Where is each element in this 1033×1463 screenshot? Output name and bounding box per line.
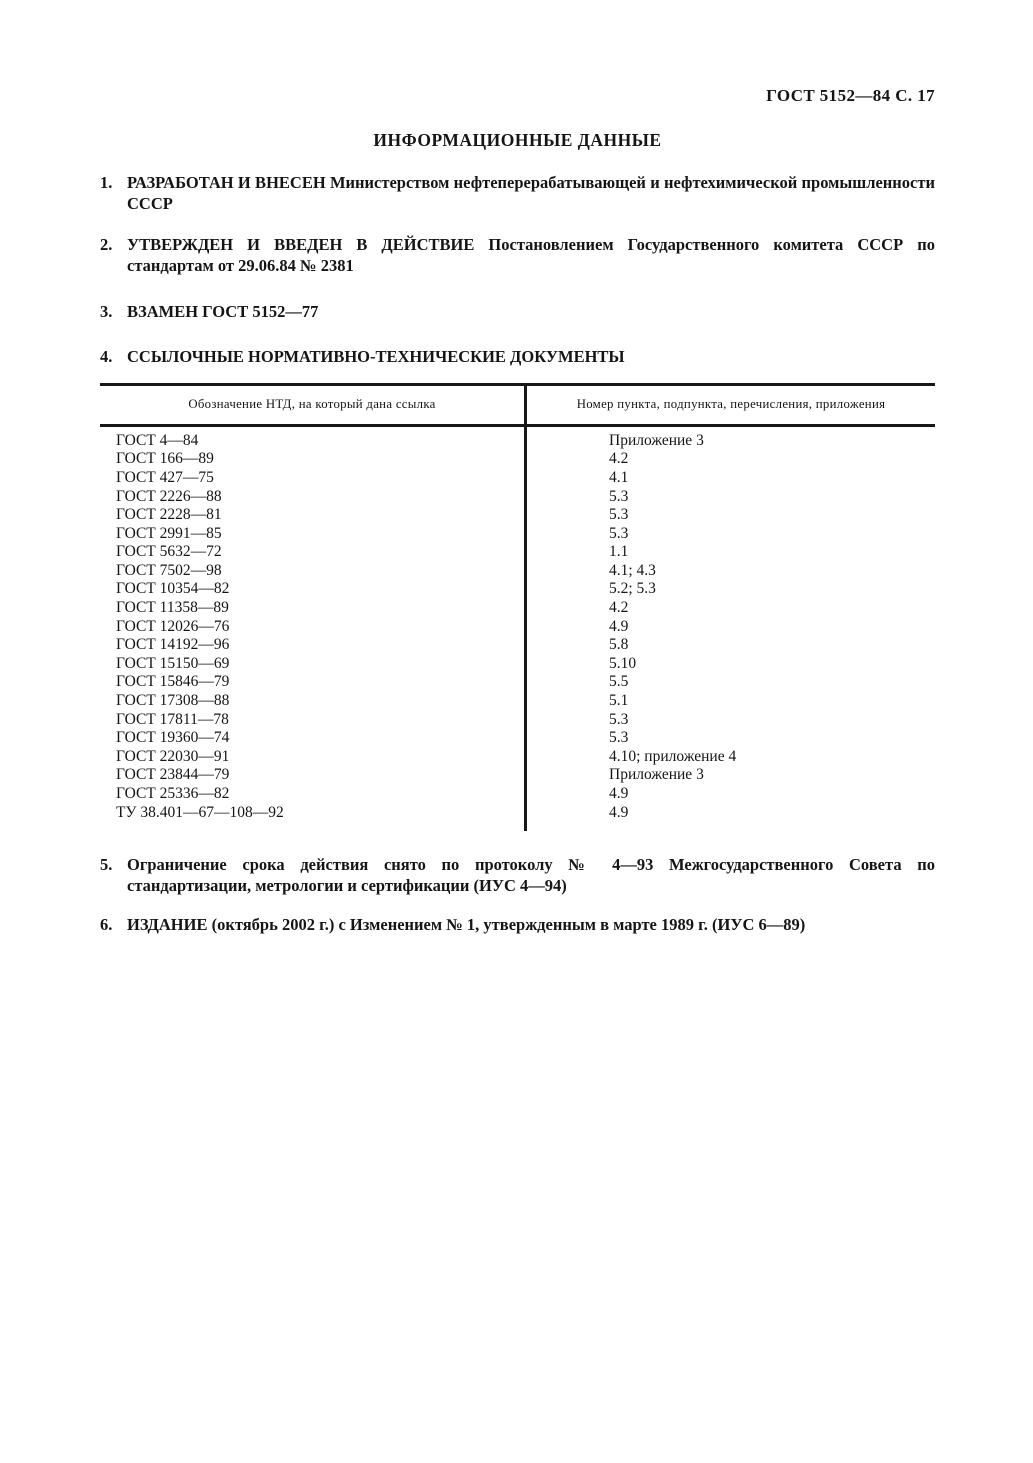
table-row <box>100 636 935 655</box>
cell-doc: ГОСТ 15150—69 <box>100 655 526 674</box>
table-row <box>100 673 935 692</box>
item-text: ССЫЛОЧНЫЕ НОРМАТИВНО-ТЕХНИЧЕСКИЕ ДОКУМЕНТЫ <box>127 346 625 366</box>
table-header-ntd: Обозначение НТД, на который дана ссылка <box>100 384 526 425</box>
item-number: 5. <box>100 855 113 875</box>
cell-doc: ГОСТ 15846—79 <box>100 673 526 692</box>
table-row <box>100 655 935 674</box>
cell-doc: ГОСТ 2991—85 <box>100 525 526 544</box>
table-row <box>100 506 935 525</box>
cell-doc: ГОСТ 2226—88 <box>100 488 526 507</box>
item-number: 6. <box>100 915 113 935</box>
cell-ref: Приложение 3 <box>609 766 704 784</box>
cell-ref: 4.9 <box>609 803 629 821</box>
item-number: 3. <box>100 301 113 321</box>
cell-ref: 4.1; 4.3 <box>609 561 656 579</box>
item-number: 4. <box>100 346 113 366</box>
document-title: ИНФОРМАЦИОННЫЕ ДАННЫЕ <box>373 130 662 150</box>
table-header-ref: Номер пункта, подпункта, перечисления, приложения <box>526 384 936 425</box>
table-row <box>100 711 935 730</box>
cell-doc: ГОСТ 427—75 <box>100 469 526 488</box>
table-row <box>100 692 935 711</box>
table-row <box>100 425 935 450</box>
cell-doc: ГОСТ 2228—81 <box>100 506 526 525</box>
references-table <box>100 383 935 831</box>
list-item <box>100 173 935 215</box>
table-row <box>100 580 935 599</box>
cell-doc: ГОСТ 166—89 <box>100 450 526 469</box>
cell-ref: 5.3 <box>609 524 629 542</box>
cell-ref: 4.1 <box>609 468 629 486</box>
item-text: РАЗРАБОТАН И ВНЕСЕН Министерством нефтеперерабатывающей и нефтехимической промышленности СССР <box>127 173 935 213</box>
table-row <box>100 562 935 581</box>
table-row <box>100 469 935 488</box>
cell-doc: ГОСТ 4—84 <box>100 425 526 450</box>
item-text: ВЗАМЕН ГОСТ 5152—77 <box>127 301 319 321</box>
table-row <box>100 766 935 785</box>
table-row <box>100 804 935 832</box>
cell-ref: 5.10 <box>609 654 637 672</box>
cell-doc: ГОСТ 12026—76 <box>100 618 526 637</box>
cell-ref: 5.8 <box>609 636 629 654</box>
cell-doc: ГОСТ 23844—79 <box>100 766 526 785</box>
table-row <box>100 450 935 469</box>
cell-ref: 4.2 <box>609 599 629 617</box>
list-item <box>100 347 935 368</box>
table-row <box>100 618 935 637</box>
table-header-row <box>100 384 935 425</box>
cell-ref: 5.2; 5.3 <box>609 580 656 598</box>
cell-doc: ГОСТ 19360—74 <box>100 729 526 748</box>
cell-ref: 4.10; приложение 4 <box>609 747 737 765</box>
item-text: Ограничение срока действия снято по протоколу № 4—93 Межгосударственного Совета по стандартизации, метрологии и сертификации (ИУС 4—94) <box>127 855 935 896</box>
cell-ref: 4.9 <box>609 785 629 802</box>
table-row <box>100 748 935 767</box>
table-row <box>100 543 935 562</box>
item-text: ИЗДАНИЕ (октябрь 2002 г.) с Изменением № 1, утвержденным в марте 1989 г. (ИУС 6—89) <box>127 915 806 935</box>
cell-ref: 1.1 <box>609 543 629 561</box>
cell-doc: ТУ 38.401—67—108—92 <box>100 804 526 832</box>
table-row <box>100 785 935 804</box>
cell-doc: ГОСТ 22030—91 <box>100 748 526 767</box>
cell-ref: 5.3 <box>609 729 629 747</box>
cell-ref: 5.1 <box>609 692 629 710</box>
cell-doc: ГОСТ 17811—78 <box>100 711 526 730</box>
cell-ref: 5.3 <box>609 487 629 505</box>
table-row <box>100 525 935 544</box>
cell-ref: 5.5 <box>609 673 629 691</box>
information-items-bottom <box>100 855 935 936</box>
item-number: 1. <box>100 173 113 192</box>
item-text: УТВЕРЖДЕН И ВВЕДЕН В ДЕЙСТВИЕ Постановлением Государственного комитета СССР по стандартам от 29.06.84 № 2381 <box>127 234 935 275</box>
cell-ref: 4.9 <box>609 617 629 635</box>
table-row <box>100 599 935 618</box>
cell-doc: ГОСТ 11358—89 <box>100 599 526 618</box>
table-row <box>100 488 935 507</box>
cell-doc: ГОСТ 10354—82 <box>100 580 526 599</box>
item-number: 2. <box>100 234 113 254</box>
cell-ref: 4.2 <box>609 450 629 468</box>
list-item <box>100 915 935 936</box>
cell-ref: 5.3 <box>609 710 629 728</box>
table-row <box>100 729 935 748</box>
list-item <box>100 302 935 323</box>
cell-doc: ГОСТ 17308—88 <box>100 692 526 711</box>
cell-doc: ГОСТ 14192—96 <box>100 636 526 655</box>
cell-doc: ГОСТ 5632—72 <box>100 543 526 562</box>
list-item <box>100 235 935 277</box>
cell-doc: ГОСТ 25336—82 <box>100 785 526 804</box>
cell-doc: ГОСТ 7502—98 <box>100 562 526 581</box>
cell-ref: Приложение 3 <box>609 431 704 449</box>
page-number-header: ГОСТ 5152—84 С. 17 <box>766 86 935 105</box>
cell-ref: 5.3 <box>609 506 629 524</box>
information-items <box>100 173 935 368</box>
list-item <box>100 855 935 897</box>
